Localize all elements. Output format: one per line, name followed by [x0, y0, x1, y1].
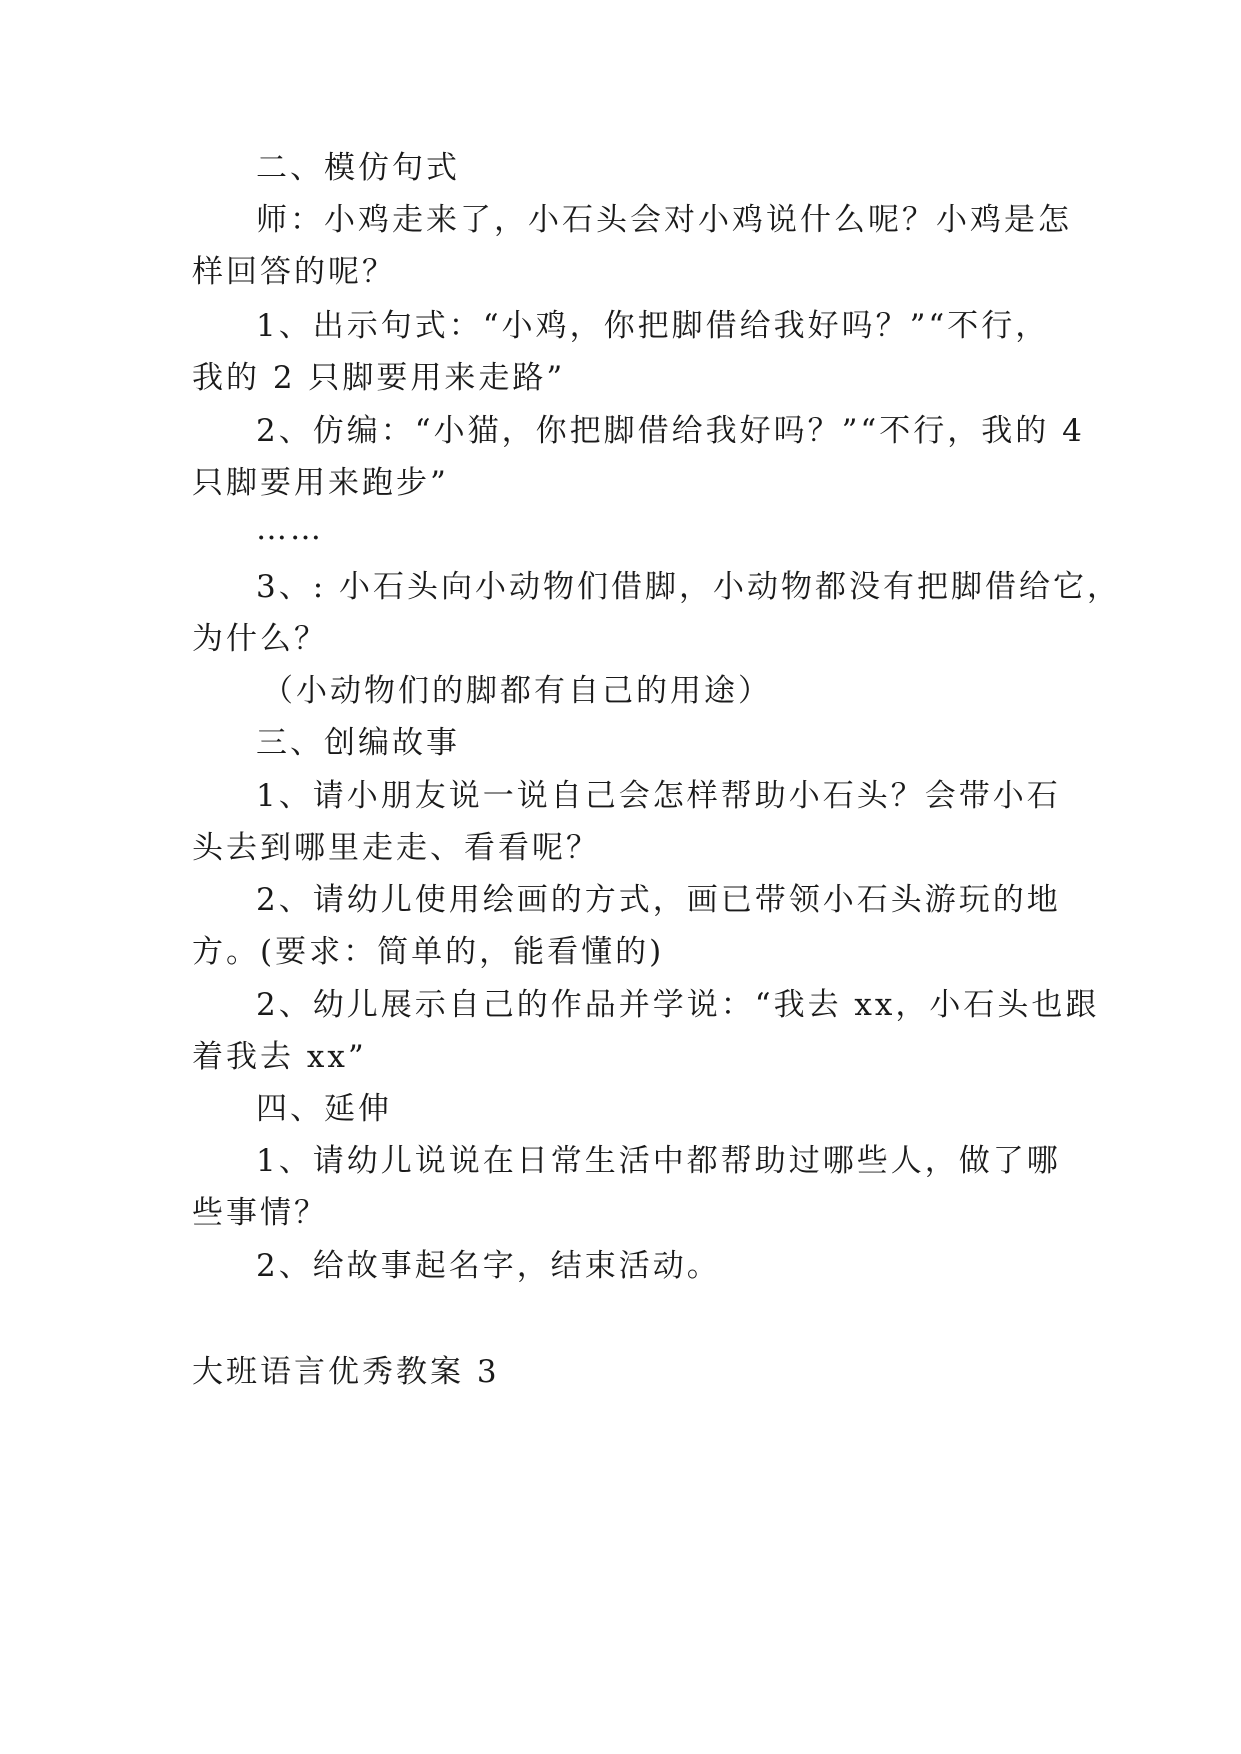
section-heading-4: 四、延伸: [256, 1091, 392, 1127]
paragraph-line: 2、给故事起名字，结束活动。: [256, 1248, 721, 1284]
paragraph-line: 为什么？: [192, 621, 328, 657]
paragraph-line: 1、请小朋友说一说自己会怎样帮助小石头？会带小石: [256, 778, 1061, 814]
paragraph-line: 2、仿编：“小猫，你把脚借给我好吗？”“不行，我的 4: [256, 413, 1085, 449]
paragraph-line: 2、幼儿展示自己的作品并学说：“我去 xx，小石头也跟: [256, 987, 1100, 1023]
paragraph-line: 样回答的呢？: [192, 254, 396, 290]
paragraph-line: 我的 2 只脚要用来走路”: [192, 360, 566, 396]
paragraph-line: 1、请幼儿说说在日常生活中都帮助过哪些人，做了哪: [256, 1143, 1061, 1179]
section-heading-3: 三、创编故事: [256, 725, 460, 761]
paragraph-line: 2、请幼儿使用绘画的方式，画已带领小石头游玩的地: [256, 882, 1061, 918]
paragraph-line: 只脚要用来跑步”: [192, 465, 449, 501]
paragraph-line: 师：小鸡走来了，小石头会对小鸡说什么呢？小鸡是怎: [256, 202, 1072, 238]
paragraph-line: 方。(要求：简单的，能看懂的): [192, 934, 665, 970]
ellipsis-line: ……: [256, 511, 324, 547]
section-heading-2: 二、模仿句式: [256, 150, 460, 186]
paragraph-line: 3、: 小石头向小动物们借脚，小动物都没有把脚借给它，: [256, 569, 1122, 605]
paragraph-line: 头去到哪里走走、看看呢？: [192, 830, 600, 866]
paragraph-line: 1、出示句式：“小鸡，你把脚借给我好吗？”“不行，: [256, 308, 1050, 344]
paragraph-line: 着我去 xx”: [192, 1039, 367, 1075]
paragraph-line: 些事情？: [192, 1195, 328, 1231]
paragraph-line: （小动物们的脚都有自己的用途）: [262, 673, 772, 709]
document-title: 大班语言优秀教案 3: [192, 1354, 500, 1390]
